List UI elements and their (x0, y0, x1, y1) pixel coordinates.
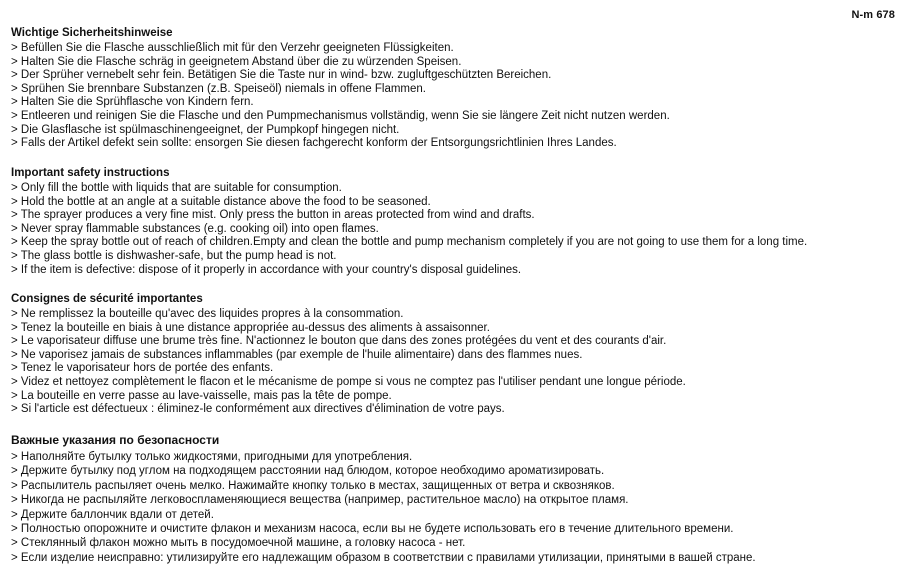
list-item: > Держите бутылку под углом на подходящем расстоянии над блюдом, которое необходимо ароматизировать. (11, 464, 900, 478)
list-item: > Sprühen Sie brennbare Substanzen (z.B. Speiseöl) niemals in offene Flammen. (11, 83, 900, 97)
list-item: > Никогда не распыляйте легковоспламеняющиеся вещества (например, растительное масло) на открытое пламя. (11, 493, 900, 507)
list-item: > La bouteille en verre passe au lave-vaisselle, mais pas la tête de pompe. (11, 390, 900, 404)
list-item: > Наполняйте бутылку только жидкостями, пригодными для употребления. (11, 450, 900, 464)
document-id: N-m 678 (851, 9, 895, 21)
safety-section-english (11, 166, 900, 277)
list-item: > The glass bottle is dishwasher-safe, but the pump head is not. (11, 250, 900, 264)
list-item: > Der Sprüher vernebelt sehr fein. Betätigen Sie die Taste nur in wind- bzw. zugluftgeschützten Bereichen. (11, 69, 900, 83)
list-item: > Tenez le vaporisateur hors de portée des enfants. (11, 362, 900, 376)
instruction-list-russian (11, 450, 900, 565)
instruction-list-english (11, 182, 900, 277)
list-item: > Si l'article est défectueux : éliminez-le conformément aux directives d'élimination de votre pays. (11, 403, 900, 417)
section-title-russian: Важные указания по безопасности (11, 433, 220, 447)
list-item: > Стеклянный флакон можно мыть в посудомоечной машине, а головку насоса - нет. (11, 536, 900, 550)
instruction-list-german (11, 42, 900, 151)
list-item: > Only fill the bottle with liquids that are suitable for consumption. (11, 182, 900, 196)
list-item: > Ne vaporisez jamais de substances inflammables (par exemple de l'huile alimentaire) dans des flammes nues. (11, 349, 900, 363)
list-item: > Распылитель распыляет очень мелко. Нажимайте кнопку только в местах, защищенных от ветра и сквозняков. (11, 479, 900, 493)
list-item: > Falls der Artikel defekt sein sollte: ensorgen Sie diesen fachgerecht konform der Entsorgungsrichtlinien Ihres Landes. (11, 137, 900, 151)
list-item: > Keep the spray bottle out of reach of children.Empty and clean the bottle and pump mechanism completely if you are not going to use them for a long time. (11, 236, 900, 250)
list-item: > Entleeren und reinigen Sie die Flasche und den Pumpmechanismus vollständig, wenn Sie sie längere Zeit nicht nutzen werden. (11, 110, 900, 124)
safety-section-german (11, 26, 900, 151)
list-item: > Держите баллончик вдали от детей. (11, 508, 900, 522)
list-item: > Never spray flammable substances (e.g. cooking oil) into open flames. (11, 223, 900, 237)
list-item: > Ne remplissez la bouteille qu'avec des liquides propres à la consommation. (11, 308, 900, 322)
list-item: > Hold the bottle at an angle at a suitable distance above the food to be seasoned. (11, 196, 900, 210)
section-title-german: Wichtige Sicherheitshinweise (11, 27, 173, 39)
list-item: > Halten Sie die Sprühflasche von Kindern fern. (11, 96, 900, 110)
section-title-french: Consignes de sécurité importantes (11, 293, 203, 305)
safety-section-french (11, 292, 900, 417)
list-item: > Die Glasflasche ist spülmaschinengeeignet, der Pumpkopf hingegen nicht. (11, 124, 900, 138)
section-title-english: Important safety instructions (11, 167, 170, 179)
safety-section-russian (11, 433, 900, 565)
list-item: > The sprayer produces a very fine mist. Only press the button in areas protected from wind and drafts. (11, 209, 900, 223)
list-item: > Tenez la bouteille en biais à une distance appropriée au-dessus des aliments à assaisonner. (11, 322, 900, 336)
instruction-list-french (11, 308, 900, 417)
list-item: > Halten Sie die Flasche schräg in geeignetem Abstand über die zu würzenden Speisen. (11, 56, 900, 70)
list-item: > Videz et nettoyez complètement le flacon et le mécanisme de pompe si vous ne comptez pas l'utiliser pendant une longue période. (11, 376, 900, 390)
list-item: > Befüllen Sie die Flasche ausschließlich mit für den Verzehr geeigneten Flüssigkeiten. (11, 42, 900, 56)
list-item: > Le vaporisateur diffuse une brume très fine. N'actionnez le bouton que dans des zones protégées du vent et des courants d'air. (11, 335, 900, 349)
list-item: > Если изделие неисправно: утилизируйте его надлежащим образом в соответствии с правилами утилизации, принятыми в вашей стране. (11, 551, 900, 565)
list-item: > If the item is defective: dispose of it properly in accordance with your country's disposal guidelines. (11, 264, 900, 278)
list-item: > Полностью опорожните и очистите флакон и механизм насоса, если вы не будете использовать его в течение длительного времени. (11, 522, 900, 536)
